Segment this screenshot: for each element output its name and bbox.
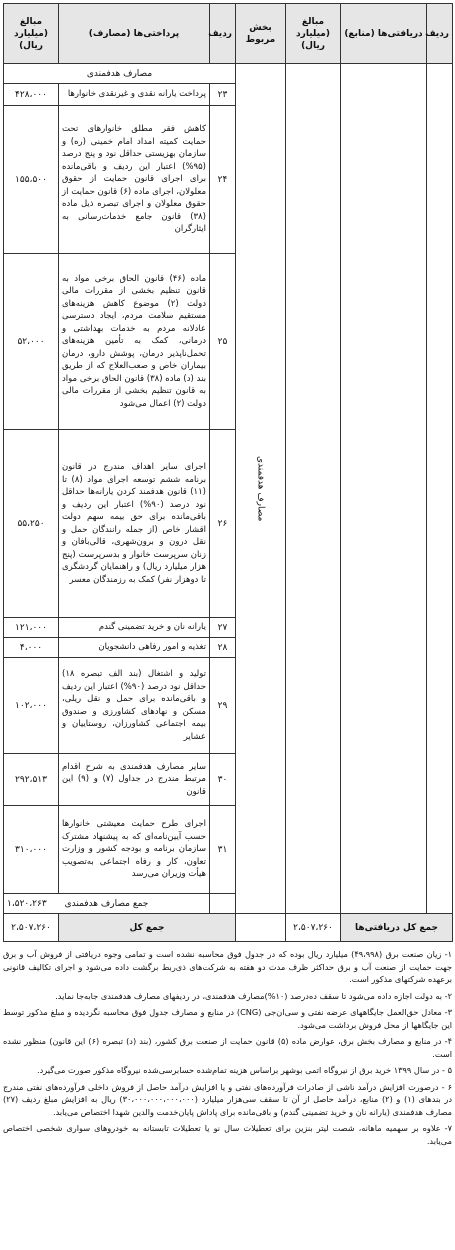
row-description: تولید و اشتغال (بند الف تبصره ۱۸) حداقل نود درصد (۹۰%) اعتبار این ردیف و باقی‌مانده برای حمل و نقل ریلی، مسکن و نهادهای کشاورزی و صندوق بیمه اجتماعی کشاورزان، روستاییان و عشایر (59, 658, 210, 754)
row-index: ۲۵ (210, 254, 236, 430)
row-description: سایر مصارف هدفمندی به شرح اقدام مرتبط مندرج در جداول (۷) و (۹) این قانون (59, 754, 210, 806)
row-index: ۲۳ (210, 84, 236, 106)
section-title-row (4, 64, 453, 84)
row-index: ۲۷ (210, 618, 236, 638)
row-index: ۲۶ (210, 430, 236, 618)
row-index: ۲۴ (210, 106, 236, 254)
row-index: ۳۱ (210, 806, 236, 894)
row-amount: ۱۵۵،۵۰۰ (4, 106, 59, 254)
footnote: ۷- علاوه بر سهمیه ماهانه، شصت لیتر بنزین برای تعطیلات سال نو یا تعطیلات تابستانه به خودروهای سواری شخصی اختصاص می‌یابد. (3, 1123, 452, 1146)
header-row-index-receipts: ردیف (427, 4, 453, 64)
row-amount: ۴۲۸،۰۰۰ (4, 84, 59, 106)
footnote: ۶ - درصورت افزایش درآمد ناشی از صادرات فرآورده‌های نفتی و یا افزایش درآمد حاصل از فروش داخلی فرآورده‌های نفتی مندرج در بندهای (۱) و (۲) منابع، درآمد حاصل از آن تا سقف سی‌هزار میلیارد (۳۰،۰۰۰،۰۰۰،۰۰۰،۰۰۰) ریال به افزایش مبلغ ردیف (۲۷) مصارف هدفمندی (یارانه نان و خرید تضمینی گندم) و باقی‌مانده برای پاداش پایان‌خدمت والدین شهدا اختصاص می‌یابد. (3, 1081, 452, 1117)
header-amount-receipts: مبالغ (میلیارد ریال) (286, 4, 341, 64)
header-amount-payments: مبالغ (میلیارد ریال) (4, 4, 59, 64)
row-amount: ۴،۰۰۰ (4, 638, 59, 658)
total-section-empty (236, 914, 286, 942)
row-description: تغذیه و امور رفاهی دانشجویان (59, 638, 210, 658)
receipts-empty-amount (286, 64, 341, 914)
grand-total-row (4, 914, 453, 942)
row-index: ۲۹ (210, 658, 236, 754)
row-description: اجرای طرح حمایت معیشتی خانوارها حسب آیین‌نامه‌ای که به پیشنهاد مشترک سازمان برنامه و بودجه کشور و وزارت تعاون، کار و رفاه اجتماعی به‌تصویب هیأت وزیران می‌رسد (59, 806, 210, 894)
payments-total-label: جمع کل (59, 914, 236, 942)
footnote: ۲- به دولت اجازه داده می‌شود تا سقف ده‌درصد (۱۰%)مصارف هدفمندی، در ردیفهای مصارف هدفمندی جابه‌جا نماید. (55, 990, 452, 1001)
table-header-row (4, 4, 453, 64)
budget-table (3, 3, 453, 942)
footnotes (3, 948, 452, 1147)
footnote: ۵ - در سال ۱۳۹۹ خرید برق از نیروگاه اتمی بوشهر براساس هزینه تمام‌شده حسابرسی‌شده نیروگاه مذکور صورت می‌گیرد. (37, 1065, 452, 1075)
row-description: پرداخت یارانه نقدی و غیرنقدی خانوارها (59, 84, 210, 106)
row-amount: ۲۹۲،۵۱۳ (4, 754, 59, 806)
section-title: مصارف هدفمندی (4, 64, 236, 84)
row-description: ماده (۴۶) قانون الحاق برخی مواد به قانون تنظیم بخشی از مقررات مالی دولت (۲) موضوع کاهش هزینه‌های مستقیم سلامت مردم، ایجاد دسترسی عادلانه مردم به خدمات بهداشتی و درمانی، کمک به تأمین هزینه‌های تحمل‌ناپذیر درمان، پوشش دارو، درمان بیماران خاص و صعب‌العلاج که از طریق بند (د) ماده (۳۸) قانون الحاق برخی مواد به قانون تنظیم بخشی از مقررات مالی دولت (۲) اعمال می‌شود (59, 254, 210, 430)
row-amount: ۵۵،۲۵۰ (4, 430, 59, 618)
table-body (4, 64, 453, 914)
footnote: ۴- در منابع و مصارف بخش برق، عوارض ماده (۵) قانون حمایت از صنعت برق کشور، (بند (د) تبصره (۶) این قانون) منظور نشده است. (3, 1036, 453, 1059)
totals-body (4, 914, 453, 942)
header-row-index-payments: ردیف (210, 4, 236, 64)
row-amount: ۱۲۱،۰۰۰ (4, 618, 59, 638)
header-receipts: دریافتی‌ها (منابع) (341, 4, 427, 64)
footnote: ۱- زیان صنعت برق (۴۹،۹۹۸) میلیارد ریال بوده که در جدول فوق محاسبه نشده است و تمامی وجوه دریافتی از فروش آب و برق جهت حمایت از صنعت آب و برق حداکثر ظرف مدت دو هفته به شرکت‌های ذی‌ربط برگشت داده می‌شود و اجرای تکالیف قانونی برعهده شرکتهای مذکور است. (3, 949, 452, 984)
footnote: ۳- معادل حق‌العمل جایگاههای عرضه نفتی و سی‌ان‌جی (CNG) در منابع و مصارف جدول فوق محاسبه نگردیده و مبلغ مذکور توسط این جایگاهها از محل فروش برداشت می‌شود. (3, 1007, 452, 1030)
section-vertical-label: مصارف هدفمندی (236, 64, 286, 914)
row-description: یارانه نان و خرید تضمینی گندم (59, 618, 210, 638)
budget-page (3, 3, 452, 1244)
receipts-empty-desc (341, 64, 427, 914)
header-section: بخش مربوط (236, 4, 286, 64)
row-index: ۳۰ (210, 754, 236, 806)
payments-total-amount: ۲،۵۰۷،۲۶۰ (4, 914, 59, 942)
row-amount: ۳۱۰،۰۰۰ (4, 806, 59, 894)
row-description: اجرای سایر اهداف مندرج در قانون برنامه ششم توسعه اجرای مواد (۸) تا (۱۱) قانون هدفمند کردن یارانه‌ها حداقل نود درصد (۹۰%) اعتبار این ردیف و باقی‌مانده برای حق بیمه سهم دولت اقشار خاص (از جمله رانندگان حمل و نقل درون و برون‌شهری، قالی‌بافان و زنان سرپرست خانوار و بدسرپرست (پنج هزار میلیارد ریال) و راهنمایان گردشگری تا دوهزار نفر) کمک به رزمندگان معسر (59, 430, 210, 618)
header-payments: پرداختی‌ها (مصارف) (59, 4, 210, 64)
row-amount: ۵۲،۰۰۰ (4, 254, 59, 430)
receipts-total-label: جمع کل دریافتی‌ها (341, 914, 453, 942)
row-description: کاهش فقر مطلق خانوارهای تحت حمایت کمیته امداد امام خمینی (ره) و سازمان بهزیستی حداقل نود و پنج درصد (۹۵%) اعتبار این ردیف و باقی‌مانده برای اجرای قانون حمایت از حقوق معلولان، اجرای ماده (۶) قانون حمایت از حقوق معلولان و اجرای تبصره ذیل ماده (۳۸) قانون جامع خدمات‌رسانی به ایثارگران (59, 106, 210, 254)
subtotal-section-empty (210, 894, 236, 914)
receipts-total-amount: ۲،۵۰۷،۲۶۰ (286, 914, 341, 942)
subtotal-label: جمع مصارف هدفمندی (4, 894, 210, 914)
subtotal-row: جمع مصارف هدفمندی ۱،۵۲۰،۲۶۳ (4, 894, 453, 914)
receipts-empty-index (427, 64, 453, 914)
row-index: ۲۸ (210, 638, 236, 658)
row-amount: ۱۰۲،۰۰۰ (4, 658, 59, 754)
